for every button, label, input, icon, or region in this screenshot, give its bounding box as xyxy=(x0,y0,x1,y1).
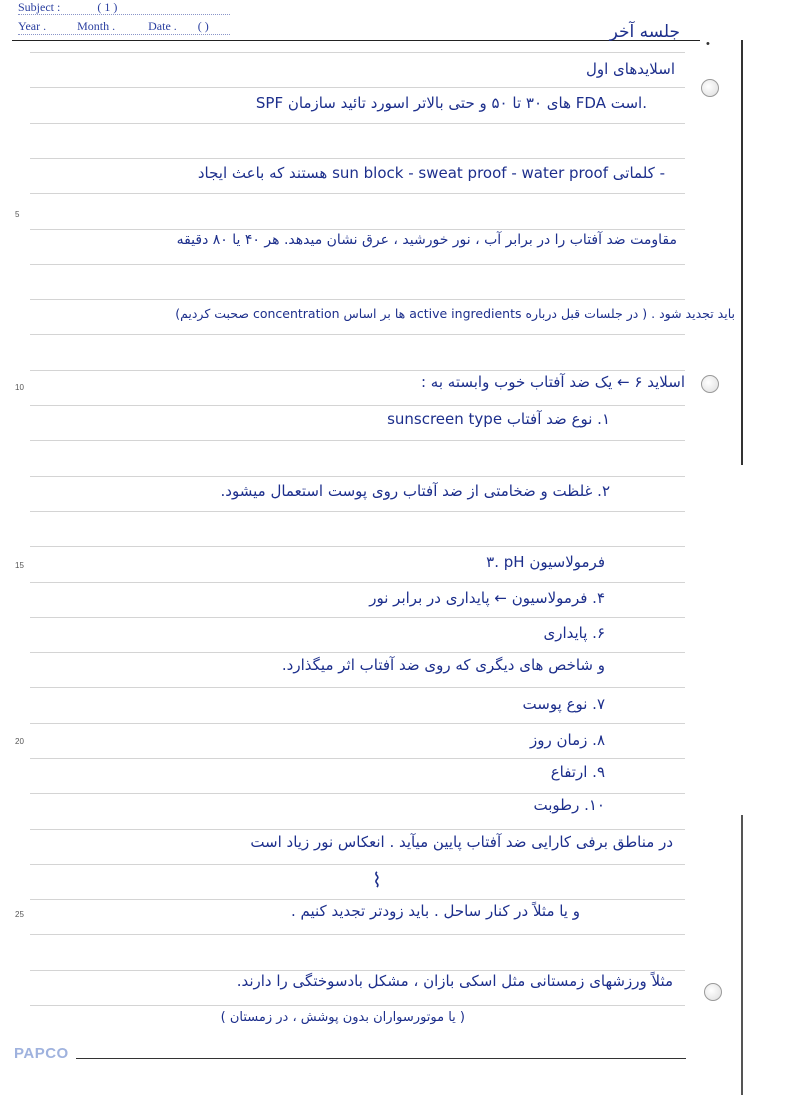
ruled-line xyxy=(30,970,685,971)
margin-dot: • xyxy=(706,38,710,50)
note-line: مثلاً ورزشهای زمستانی مثل اسکی بازان ، مشکل بادسوختگی را دارند. xyxy=(236,972,673,990)
note-line: اسلاید ۶ ← یک ضد آفتاب خوب وابسته به : xyxy=(420,373,685,391)
ruled-line xyxy=(30,229,685,230)
note-line: مقاومت ضد آفتاب را در برابر آب ، نور خورشید ، عرق نشان میدهد. هر ۴۰ یا ۸۰ دقیقه xyxy=(176,232,677,248)
ruled-line xyxy=(30,299,685,300)
note-title: جلسه آخر xyxy=(609,22,680,42)
note-line: ۹. ارتفاع xyxy=(550,763,605,781)
note-line: ۸. زمان روز xyxy=(530,731,605,749)
note-line: اسلایدهای اول xyxy=(585,60,675,78)
brand-logo: PAPCO xyxy=(14,1045,69,1062)
note-line: باید تجدید شود . ( در جلسات قبل درباره active ingredients ها بر اساس concentration صحبت کردیم) xyxy=(175,306,735,321)
binder-hole xyxy=(704,983,722,1001)
ruled-line xyxy=(30,476,685,477)
ruled-line xyxy=(30,652,685,653)
ruled-line xyxy=(30,334,685,335)
ruled-line xyxy=(30,687,685,688)
note-line: و یا مثلاً در کنار ساحل . باید زودتر تجدید کنیم . xyxy=(290,902,580,920)
year-label: Year . xyxy=(18,19,47,33)
note-line: ۱۰. رطوبت xyxy=(533,796,605,814)
line-number: 5 xyxy=(15,210,20,219)
ruled-line xyxy=(30,829,685,830)
note-line: ۴. فرمولاسیون ← پایداری در برابر نور xyxy=(369,589,605,607)
subject-label: Subject : xyxy=(18,0,61,14)
ruled-line xyxy=(30,793,685,794)
note-line: ۲. غلظت و ضخامتی از ضد آفتاب روی پوست استعمال میشود. xyxy=(220,482,610,500)
arrow-mark: ⌇ xyxy=(372,868,382,892)
ruled-line xyxy=(30,264,685,265)
ruled-line xyxy=(30,617,685,618)
ruled-line xyxy=(30,52,685,53)
ruled-line xyxy=(30,723,685,724)
ruled-line xyxy=(30,87,685,88)
header-divider-1 xyxy=(18,14,230,15)
note-line: - کلماتی sun block - sweat proof - water proof هستند که باعث ایجاد xyxy=(197,164,665,182)
binder-hole xyxy=(701,79,719,97)
ruled-line xyxy=(30,758,685,759)
month-label: Month . xyxy=(77,19,116,33)
header-divider-2 xyxy=(18,34,230,35)
page-edge-lower xyxy=(741,815,743,1095)
note-line: ۳. pH فرمولاسیون xyxy=(486,553,605,571)
ruled-line xyxy=(30,1005,685,1006)
subject-row xyxy=(18,0,117,15)
ruled-line xyxy=(30,193,685,194)
ruled-line xyxy=(30,864,685,865)
line-number: 15 xyxy=(15,561,24,570)
ruled-line xyxy=(30,370,685,371)
note-line: و شاخص های دیگری که روی ضد آفتاب اثر میگذارد. xyxy=(281,656,605,674)
note-line: ( یا موتورسواران بدون پوشش ، در زمستان ) xyxy=(220,1010,465,1025)
bottom-rule xyxy=(76,1058,686,1059)
note-line: در مناطق برفی کارایی ضد آفتاب پایین میآید . انعکاس نور زیاد است xyxy=(250,833,673,851)
line-number: 25 xyxy=(15,910,24,919)
binder-hole xyxy=(701,375,719,393)
note-line: ۶. پایداری xyxy=(543,624,605,642)
ruled-line xyxy=(30,582,685,583)
ruled-line xyxy=(30,899,685,900)
note-line: ۱. نوع ضد آفتاب sunscreen type xyxy=(387,410,610,428)
ruled-line xyxy=(30,546,685,547)
date-value: ( ) xyxy=(197,19,209,33)
ruled-line xyxy=(30,405,685,406)
ruled-line xyxy=(30,511,685,512)
line-number: 20 xyxy=(15,737,24,746)
ruled-line xyxy=(30,934,685,935)
ruled-line xyxy=(30,158,685,159)
ruled-line xyxy=(30,123,685,124)
note-line: ۷. نوع پوست xyxy=(522,695,605,713)
ruled-line xyxy=(30,440,685,441)
date-label: Date . xyxy=(148,19,177,33)
date-row xyxy=(18,19,209,34)
top-rule xyxy=(12,40,700,41)
subject-value: ( 1 ) xyxy=(97,0,118,14)
note-line: SPF های ۳۰ تا ۵۰ و حتی بالاتر اسورد تائید سازمان FDA است. xyxy=(255,94,647,112)
page-edge-upper xyxy=(741,40,743,465)
line-number: 10 xyxy=(15,383,24,392)
